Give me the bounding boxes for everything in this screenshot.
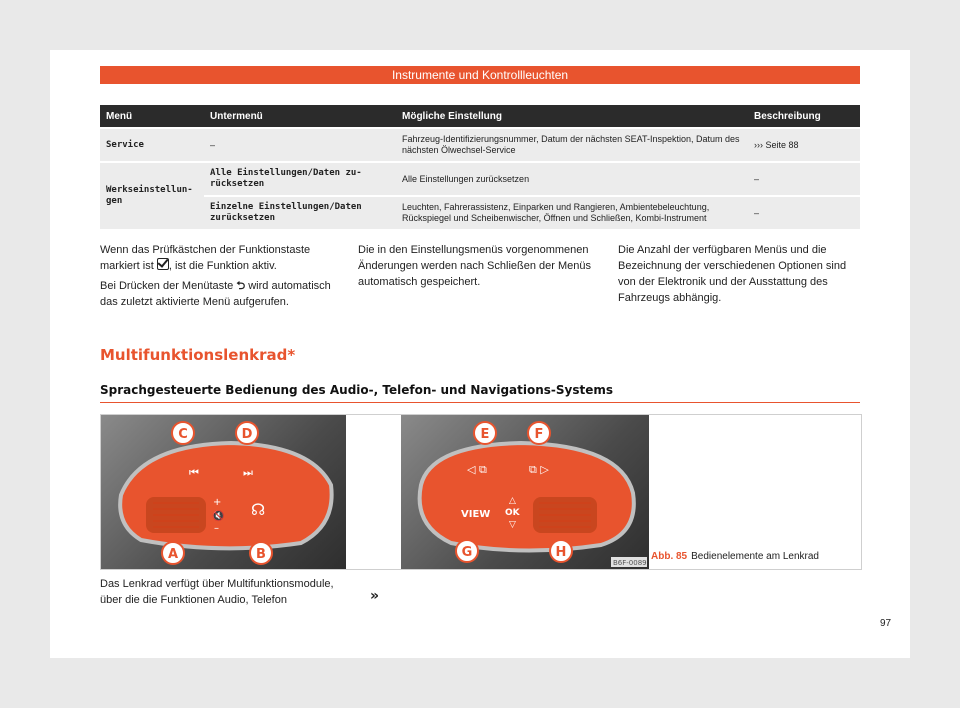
page-number: 97 bbox=[880, 618, 892, 629]
checkbox-checked-icon bbox=[157, 258, 169, 270]
table-cell-description[interactable]: ››› Seite 88 bbox=[748, 129, 860, 161]
paragraph: Die Anzahl der verfügbaren Menüs und die Bezeichnung der verschiedenen Optionen sind von der Elektronik und der Ausstattung des Fahrzeugs abhängig. bbox=[618, 244, 847, 304]
right-control-panel bbox=[420, 443, 634, 551]
figure-caption bbox=[651, 551, 819, 562]
callout-label: E bbox=[480, 427, 490, 442]
table-cell-submenu: Alle Einstellungen/Daten zu-rücksetzen bbox=[204, 163, 396, 195]
up-arrow-icon: △ bbox=[509, 496, 516, 506]
callout-label: G bbox=[461, 545, 473, 560]
callout-label: B bbox=[256, 547, 266, 562]
text-column-1 bbox=[100, 242, 340, 314]
left-control-illustration bbox=[101, 415, 346, 569]
table-header-row bbox=[100, 105, 860, 127]
table-cell-setting: Leuchten, Fahrerassistenz, Einparken und Rangieren, Ambientebeleuchtung, Rückspiegel und Scheibenwischer, Öffnen und Schließen, Kombi-Instrument bbox=[396, 197, 748, 229]
figure-code: B6F-0089 bbox=[613, 559, 647, 567]
table-row bbox=[100, 197, 860, 229]
table-header-menu: Menü bbox=[100, 105, 204, 127]
table-cell-description: – bbox=[748, 163, 860, 195]
callout-label: H bbox=[555, 545, 567, 560]
paragraph: Die in den Einstellungsmenüs vorgenommenen Änderungen werden nach Schließen der Menüs automatisch gespeichert. bbox=[358, 244, 591, 288]
body-paragraph: Das Lenkrad verfügt über Multifunktionsmodule, über die die Funktionen Audio, Telefon bbox=[100, 578, 334, 606]
callout-label: F bbox=[534, 427, 544, 442]
view-button-label: VIEW bbox=[461, 509, 491, 520]
callout-label: C bbox=[178, 427, 188, 442]
next-track-icon: ⏭ bbox=[243, 466, 253, 479]
right-control-illustration bbox=[401, 415, 649, 569]
table-cell-setting: Alle Einstellungen zurücksetzen bbox=[396, 163, 748, 195]
continue-marker: » bbox=[370, 588, 380, 604]
table-row bbox=[100, 163, 860, 195]
menu-right-icon: ⧉ ▷ bbox=[529, 463, 549, 476]
table-header-setting: Mögliche Einstellung bbox=[396, 105, 748, 127]
paragraph: Wenn das Prüfkästchen der Funktionstaste markiert ist , ist die Funktion aktiv. bbox=[100, 244, 311, 272]
plus-icon: + bbox=[213, 497, 222, 508]
menu-left-icon: ◁ ⧉ bbox=[467, 463, 487, 476]
ok-button-label: OK bbox=[505, 508, 520, 518]
callout-label: A bbox=[167, 547, 179, 562]
page bbox=[50, 50, 910, 658]
prev-track-icon: ⏮ bbox=[189, 466, 199, 479]
right-control-photo bbox=[401, 415, 649, 569]
subsection-title: Sprachgesteuerte Bedienung des Audio-, Telefon- und Navigations-Systems bbox=[100, 383, 614, 397]
figure-steering-wheel-controls bbox=[100, 414, 862, 570]
table-cell-description: – bbox=[748, 197, 860, 229]
callout-label: D bbox=[241, 427, 253, 442]
down-arrow-icon: ▽ bbox=[509, 520, 516, 530]
paragraph: Bei Drücken der Menütaste ⮌ wird automatisch das zuletzt aktivierte Menü aufgerufen. bbox=[100, 280, 331, 308]
mute-icon: 🔇 bbox=[212, 511, 225, 522]
left-control-photo bbox=[101, 415, 346, 569]
table-header-description: Beschreibung bbox=[748, 105, 860, 127]
figure-caption-text: Bedienelemente am Lenkrad bbox=[691, 551, 819, 562]
text-column-3 bbox=[618, 242, 858, 310]
back-arrow-icon: ⮌ bbox=[236, 280, 246, 292]
section-rule bbox=[100, 402, 860, 403]
voice-control-icon: ☊ bbox=[251, 500, 266, 519]
table-header-submenu: Untermenü bbox=[204, 105, 396, 127]
table-cell-menu: Werkseinstellun-gen bbox=[100, 163, 204, 229]
text-column-2 bbox=[358, 242, 598, 294]
table-cell-submenu: – bbox=[204, 129, 396, 161]
table-cell-setting: Fahrzeug-Identifizierungsnummer, Datum der nächsten SEAT-Inspektion, Datum des nächsten Ölwechsel-Service bbox=[396, 129, 748, 161]
table-cell-menu: Service bbox=[100, 129, 204, 161]
table-cell-submenu: Einzelne Einstellungen/Daten zurücksetzen bbox=[204, 197, 396, 229]
page-header: Instrumente und Kontrollleuchten bbox=[100, 66, 860, 84]
minus-icon: – bbox=[214, 523, 219, 534]
settings-table bbox=[100, 103, 860, 231]
figure-number: Abb. 85 bbox=[651, 551, 688, 562]
section-title: Multifunktionslenkrad* bbox=[100, 346, 296, 364]
table-row bbox=[100, 129, 860, 161]
